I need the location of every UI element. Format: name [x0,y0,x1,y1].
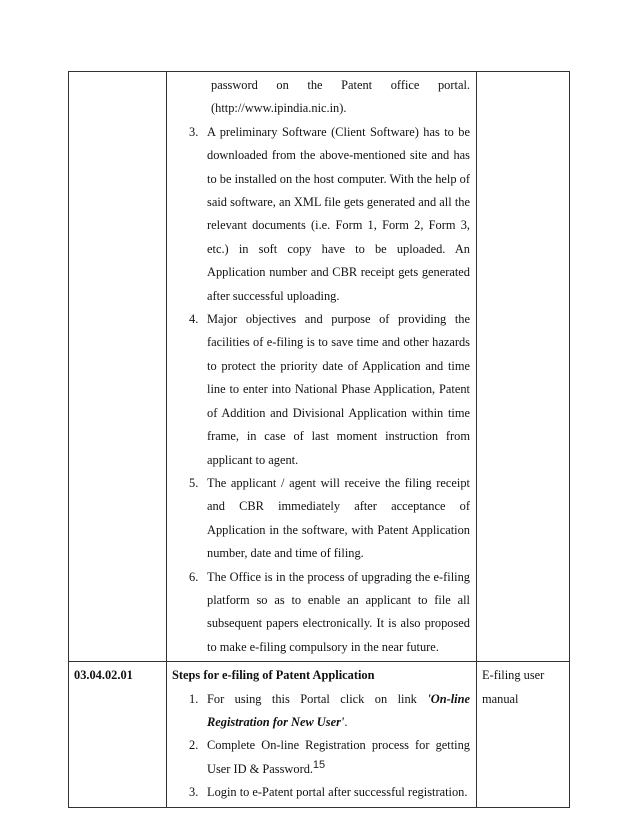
list-item: 1. For using this Portal click on link 'On-line Registration for New User'. [189,691,470,729]
list-item: 6. The Office is in the process of upgrading the e-filing platform so as to enable an applicant to file all subsequent papers electronically. It is also proposed to make e-filing compulsory in the near future. [189,569,470,654]
list-item: 2. Complete On-line Registration process for getting User ID & Password. [189,738,470,776]
list-item: 4. Major objectives and purpose of providing the facilities of e-filing is to save time and other hazards to protect the priority date of Application and time line to enter into National Phase Application, Patent of Addition and Divisional Application within time frame, in case of last moment instruction from applicant to agent. [189,312,470,467]
continued-text-line: password on the Patent office portal. [211,78,470,92]
section-code: 03.04.02.01 [74,668,133,683]
table-row [69,662,570,807]
table-row [69,72,570,662]
code-cell [69,662,167,807]
continued-text-line: (http://www.ipindia.nic.in). [211,101,347,116]
guidelines-table [68,71,570,808]
list-item: 3. Login to e-Patent portal after successful registration. [189,785,468,800]
list-item: 5. The applicant / agent will receive the filing receipt and CBR immediately after acceptance of Application in the software, with Patent Application number, date and time of filing. [189,475,470,561]
reference-text: E-filing user manual [482,668,545,706]
reference-cell [477,72,570,662]
page-number: 15 [312,759,326,771]
reference-cell [477,662,570,807]
section-title: Steps for e-filing of Patent Application [172,668,375,683]
registration-link-text: 'On-line Registration for New User' [207,691,470,729]
description-cell [167,662,477,807]
code-cell [69,72,167,662]
list-item: 3. A preliminary Software (Client Software) has to be downloaded from the above-mentioned site and has to be installed on the host computer. With the help of said software, an XML file gets generated and all the relevant documents (i.e. Form 1, Form 2, Form 3, etc.) in soft copy have to be uploaded. An Application number and CBR receipt gets generated after successful uploading. [189,124,470,303]
description-cell [167,72,477,662]
